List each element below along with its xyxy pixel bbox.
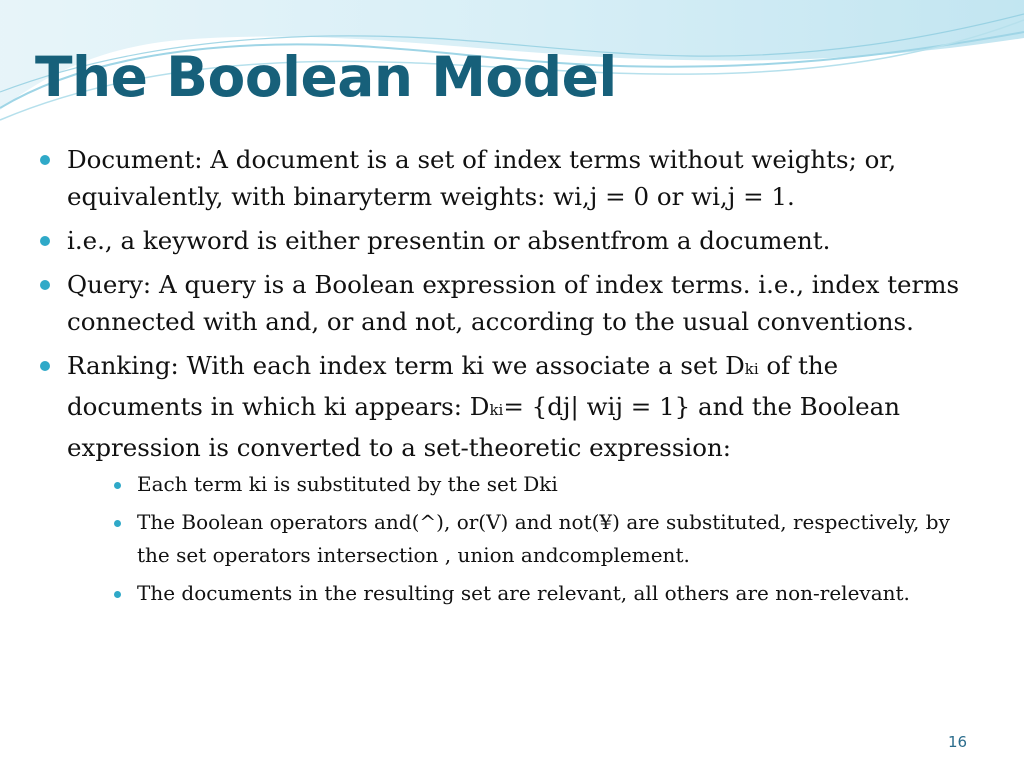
bullet-dot-icon: [40, 155, 50, 165]
bullet-text-part: = {dj| wij = 1} and the Boolean expression is converted to a set-theoretic expression:: [67, 392, 901, 462]
sub-bullet-item: [137, 577, 978, 610]
slide-body: [38, 141, 978, 615]
sub-bullet-text: The Boolean operators and(^), or(V) and not(¥) are substituted, respectively, by the set operators intersection , union andcomplement.: [137, 510, 950, 567]
bullet-item: [38, 222, 978, 259]
bullet-item: [38, 266, 978, 340]
sub-bullet-dot-icon: [114, 520, 121, 527]
bullet-item: [38, 347, 978, 466]
sub-bullet-text: The documents in the resulting set are relevant, all others are non-relevant.: [137, 581, 910, 605]
bullet-text-part: of the documents in which ki appears: D: [67, 351, 839, 421]
bullet-text-part: Ranking: With each index term ki we associate a set D: [67, 351, 745, 380]
bullet-text: Query: A query is a Boolean expression of index terms. i.e., index terms connected with and, or and not, according to the usual conventions.: [67, 270, 960, 336]
slide-title: The Boolean Model: [35, 45, 617, 109]
sub-bullet-text: Each term ki is substituted by the set Dki: [137, 472, 558, 496]
bullet-item: [38, 141, 978, 215]
sub-bullet-dot-icon: [114, 482, 121, 489]
subscript: ki: [744, 360, 759, 378]
bullet-dot-icon: [40, 236, 50, 246]
bullet-dot-icon: [40, 280, 50, 290]
sub-bullet-dot-icon: [114, 591, 121, 598]
subscript: ki: [489, 401, 504, 419]
bullet-dot-icon: [40, 361, 50, 371]
bullet-text: i.e., a keyword is either presentin or absentfrom a document.: [67, 226, 831, 255]
sub-bullet-item: [137, 506, 978, 572]
bullet-text: Document: A document is a set of index terms without weights; or, equivalently, with binaryterm weights: wi,j = 0 or wi,j = 1.: [67, 145, 897, 211]
page-number: 16: [948, 733, 968, 751]
sub-bullet-item: [137, 468, 978, 501]
